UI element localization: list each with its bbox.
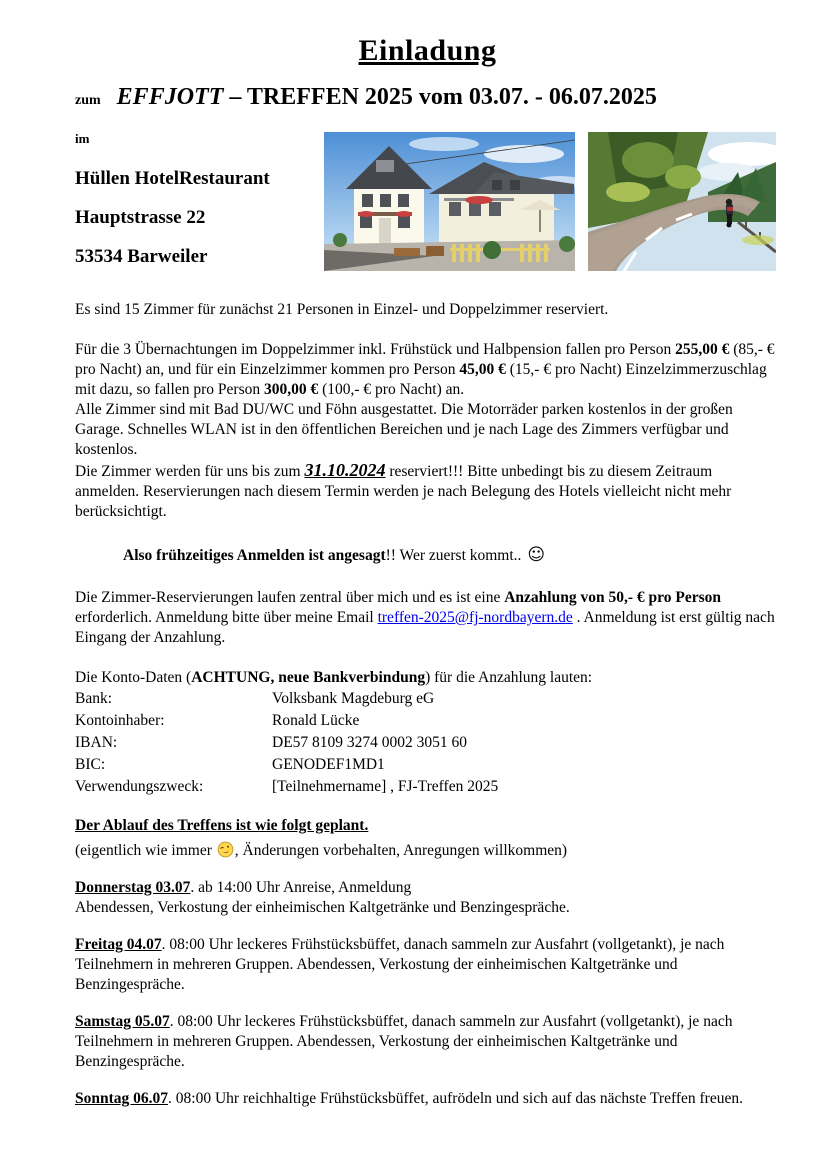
deadline-text-2: reserviert!!! Bitte unbedingt bis zu diesem Zeitraum anmelden. Reservierungen nach diesem Termin werden je nach Belegung des Hotels vielleicht nicht mehr berücksichtigt. <box>75 463 732 520</box>
price-single-total: 300,00 € <box>263 381 319 398</box>
bank-intro <box>75 668 780 688</box>
hotel-city: 53534 Barweiler <box>75 246 208 267</box>
schedule-item-friday <box>75 935 780 995</box>
bank-value: Volksbank Magdeburg eG <box>272 690 435 707</box>
rooms-info: Alle Zimmer sind mit Bad DU/WC und Föhn ausgestattet. Die Motorräder parken kostenlos in der großen Garage. Schnelles WLAN ist in den öffentlichen Bereichen und je nach Lage des Zimmers verfügbar und kostenlos. <box>75 401 733 458</box>
schedule-day: Donnerstag 03.07 <box>75 879 191 896</box>
pricing-text-1: Für die 3 Übernachtungen im Doppelzimmer inkl. Frühstück und Halbpension fallen pro Person <box>75 341 676 358</box>
schedule-text: . ab 14:00 Uhr Anreise, Anmeldung <box>190 879 412 896</box>
bic-value: GENODEF1MD1 <box>272 756 385 773</box>
smiley-icon: ☺ <box>527 545 546 565</box>
pricing-paragraph <box>75 340 780 522</box>
schedule-day: Sonntag 06.07 <box>75 1090 169 1107</box>
schedule-text-line2: Abendessen, Verkostung der einheimischen Kaltgetränke und Benzingespräche. <box>75 899 570 916</box>
schedule-line <box>75 878 780 898</box>
iban-value: DE57 8109 3274 0002 3051 60 <box>272 734 468 751</box>
iban-label: IBAN: <box>75 734 118 751</box>
pricing-sentence <box>75 340 780 400</box>
schedule-line <box>75 935 780 995</box>
hotel-address-block <box>75 132 324 266</box>
bank-row <box>75 776 780 798</box>
bank-intro-text-1: Die Konto-Daten ( <box>75 669 192 686</box>
bank-row <box>75 688 780 710</box>
schedule-text: . 08:00 Uhr leckeres Frühstücksbüffet, danach sammeln zur Ausfahrt (vollgetankt), je nach Teilnehmern in mehreren Gruppen. Abendessen, Verkostung der einheimischen Kaltgetränke und Benzingespräche. <box>75 936 725 993</box>
subtitle-club-name: EFFJOTT <box>116 84 224 110</box>
deadline-text-1: Die Zimmer werden für uns bis zum <box>75 463 305 480</box>
schedule-note <box>75 841 780 861</box>
pricing-text-2: (85,- € pro Nacht) an, und für ein Einzelzimmer kommen pro Person <box>75 341 775 378</box>
reservation-text-2: erforderlich. Anmeldung bitte über meine Email <box>75 609 378 626</box>
hotel-name: Hüllen HotelRestaurant <box>75 168 270 189</box>
schedule-note-text-1: (eigentlich wie immer <box>75 842 216 859</box>
bank-row <box>75 754 780 776</box>
payment-reference-label: Verwendungszweck: <box>75 778 204 795</box>
schedule-item-saturday <box>75 1012 780 1072</box>
schedule-item-thursday <box>75 878 780 918</box>
bank-row <box>75 710 780 732</box>
bank-warning: ACHTUNG, neue Bankverbindung <box>191 669 426 686</box>
hotel-photo <box>324 132 575 271</box>
payment-reference-value: [Teilnehmername] , FJ-Treffen 2025 <box>272 778 499 795</box>
subtitle-main <box>117 84 657 110</box>
location-intro: im <box>75 131 90 146</box>
pricing-text-3: (15,- € pro Nacht) Einzelzimmerzuschlag mit dazu, so fallen pro Person <box>75 361 767 398</box>
deadline-sentence <box>75 460 780 522</box>
reservation-deadline-date: 31.10.2024 <box>304 460 386 480</box>
schedule-day: Freitag 04.07 <box>75 936 162 953</box>
bank-intro-text-2: ) für die Anzahlung lauten: <box>425 669 593 686</box>
register-note-rest: !! Wer zuerst kommt.. <box>385 547 522 564</box>
hotel-street: Hauptstrasse 22 <box>75 207 206 228</box>
schedule-heading: Der Ablauf des Treffens ist wie folgt geplant. <box>75 817 369 834</box>
schedule-line <box>75 1012 780 1072</box>
schedule-text: . 08:00 Uhr leckeres Frühstücksbüffet, danach sammeln zur Ausfahrt (vollgetankt), je nach Teilnehmern in mehreren Gruppen. Abendessen, Verkostung der einheimischen Kaltgetränke und Benzingespräche. <box>75 1013 733 1070</box>
bank-details-block <box>75 668 780 798</box>
schedule-item-sunday <box>75 1089 780 1109</box>
bank-row <box>75 732 780 754</box>
register-note-emphasis: Also frühzeitiges Anmelden ist angesagt <box>123 547 386 564</box>
price-single-surcharge: 45,00 € <box>459 361 506 378</box>
subtitle-rest: – TREFFEN 2025 vom 03.07. - 06.07.2025 <box>229 84 657 110</box>
page-title: Einladung <box>358 34 497 67</box>
hotel-and-photos-row <box>75 132 780 271</box>
account-holder-value: Ronald Lücke <box>272 712 360 729</box>
reservation-text-1: Die Zimmer-Reservierungen laufen zentral über mich und es ist eine <box>75 589 505 606</box>
schedule-line <box>75 1089 780 1109</box>
wink-emoji-icon <box>217 841 234 858</box>
schedule-text: . 08:00 Uhr reichhaltige Frühstücksbüffet, aufrödeln und sich auf das nächste Treffen freuen. <box>168 1090 743 1107</box>
pricing-text-4: (100,- € pro Nacht) an. <box>318 381 465 398</box>
bic-label: BIC: <box>75 756 106 773</box>
schedule-day: Samstag 05.07 <box>75 1013 170 1030</box>
email-link[interactable]: treffen-2025@fj-nordbayern.de <box>377 609 573 626</box>
register-note <box>75 545 780 566</box>
account-holder-label: Kontoinhaber: <box>75 712 165 729</box>
schedule-note-text-2: , Änderungen vorbehalten, Anregungen willkommen) <box>234 842 568 859</box>
intro-paragraph: Es sind 15 Zimmer für zunächst 21 Personen in Einzel- und Doppelzimmer reserviert. <box>75 301 609 318</box>
deposit-amount: Anzahlung von 50,- € pro Person <box>504 589 721 606</box>
reservation-paragraph <box>75 588 780 648</box>
photos <box>324 132 776 271</box>
motorcycle-road-photo <box>588 132 776 271</box>
subtitle-prefix: zum <box>75 93 101 108</box>
subtitle <box>75 84 780 111</box>
price-double-room: 255,00 € <box>675 341 730 358</box>
bank-label: Bank: <box>75 690 113 707</box>
reservation-text-3: . Anmeldung ist erst gültig nach Eingang der Anzahlung. <box>75 609 775 646</box>
